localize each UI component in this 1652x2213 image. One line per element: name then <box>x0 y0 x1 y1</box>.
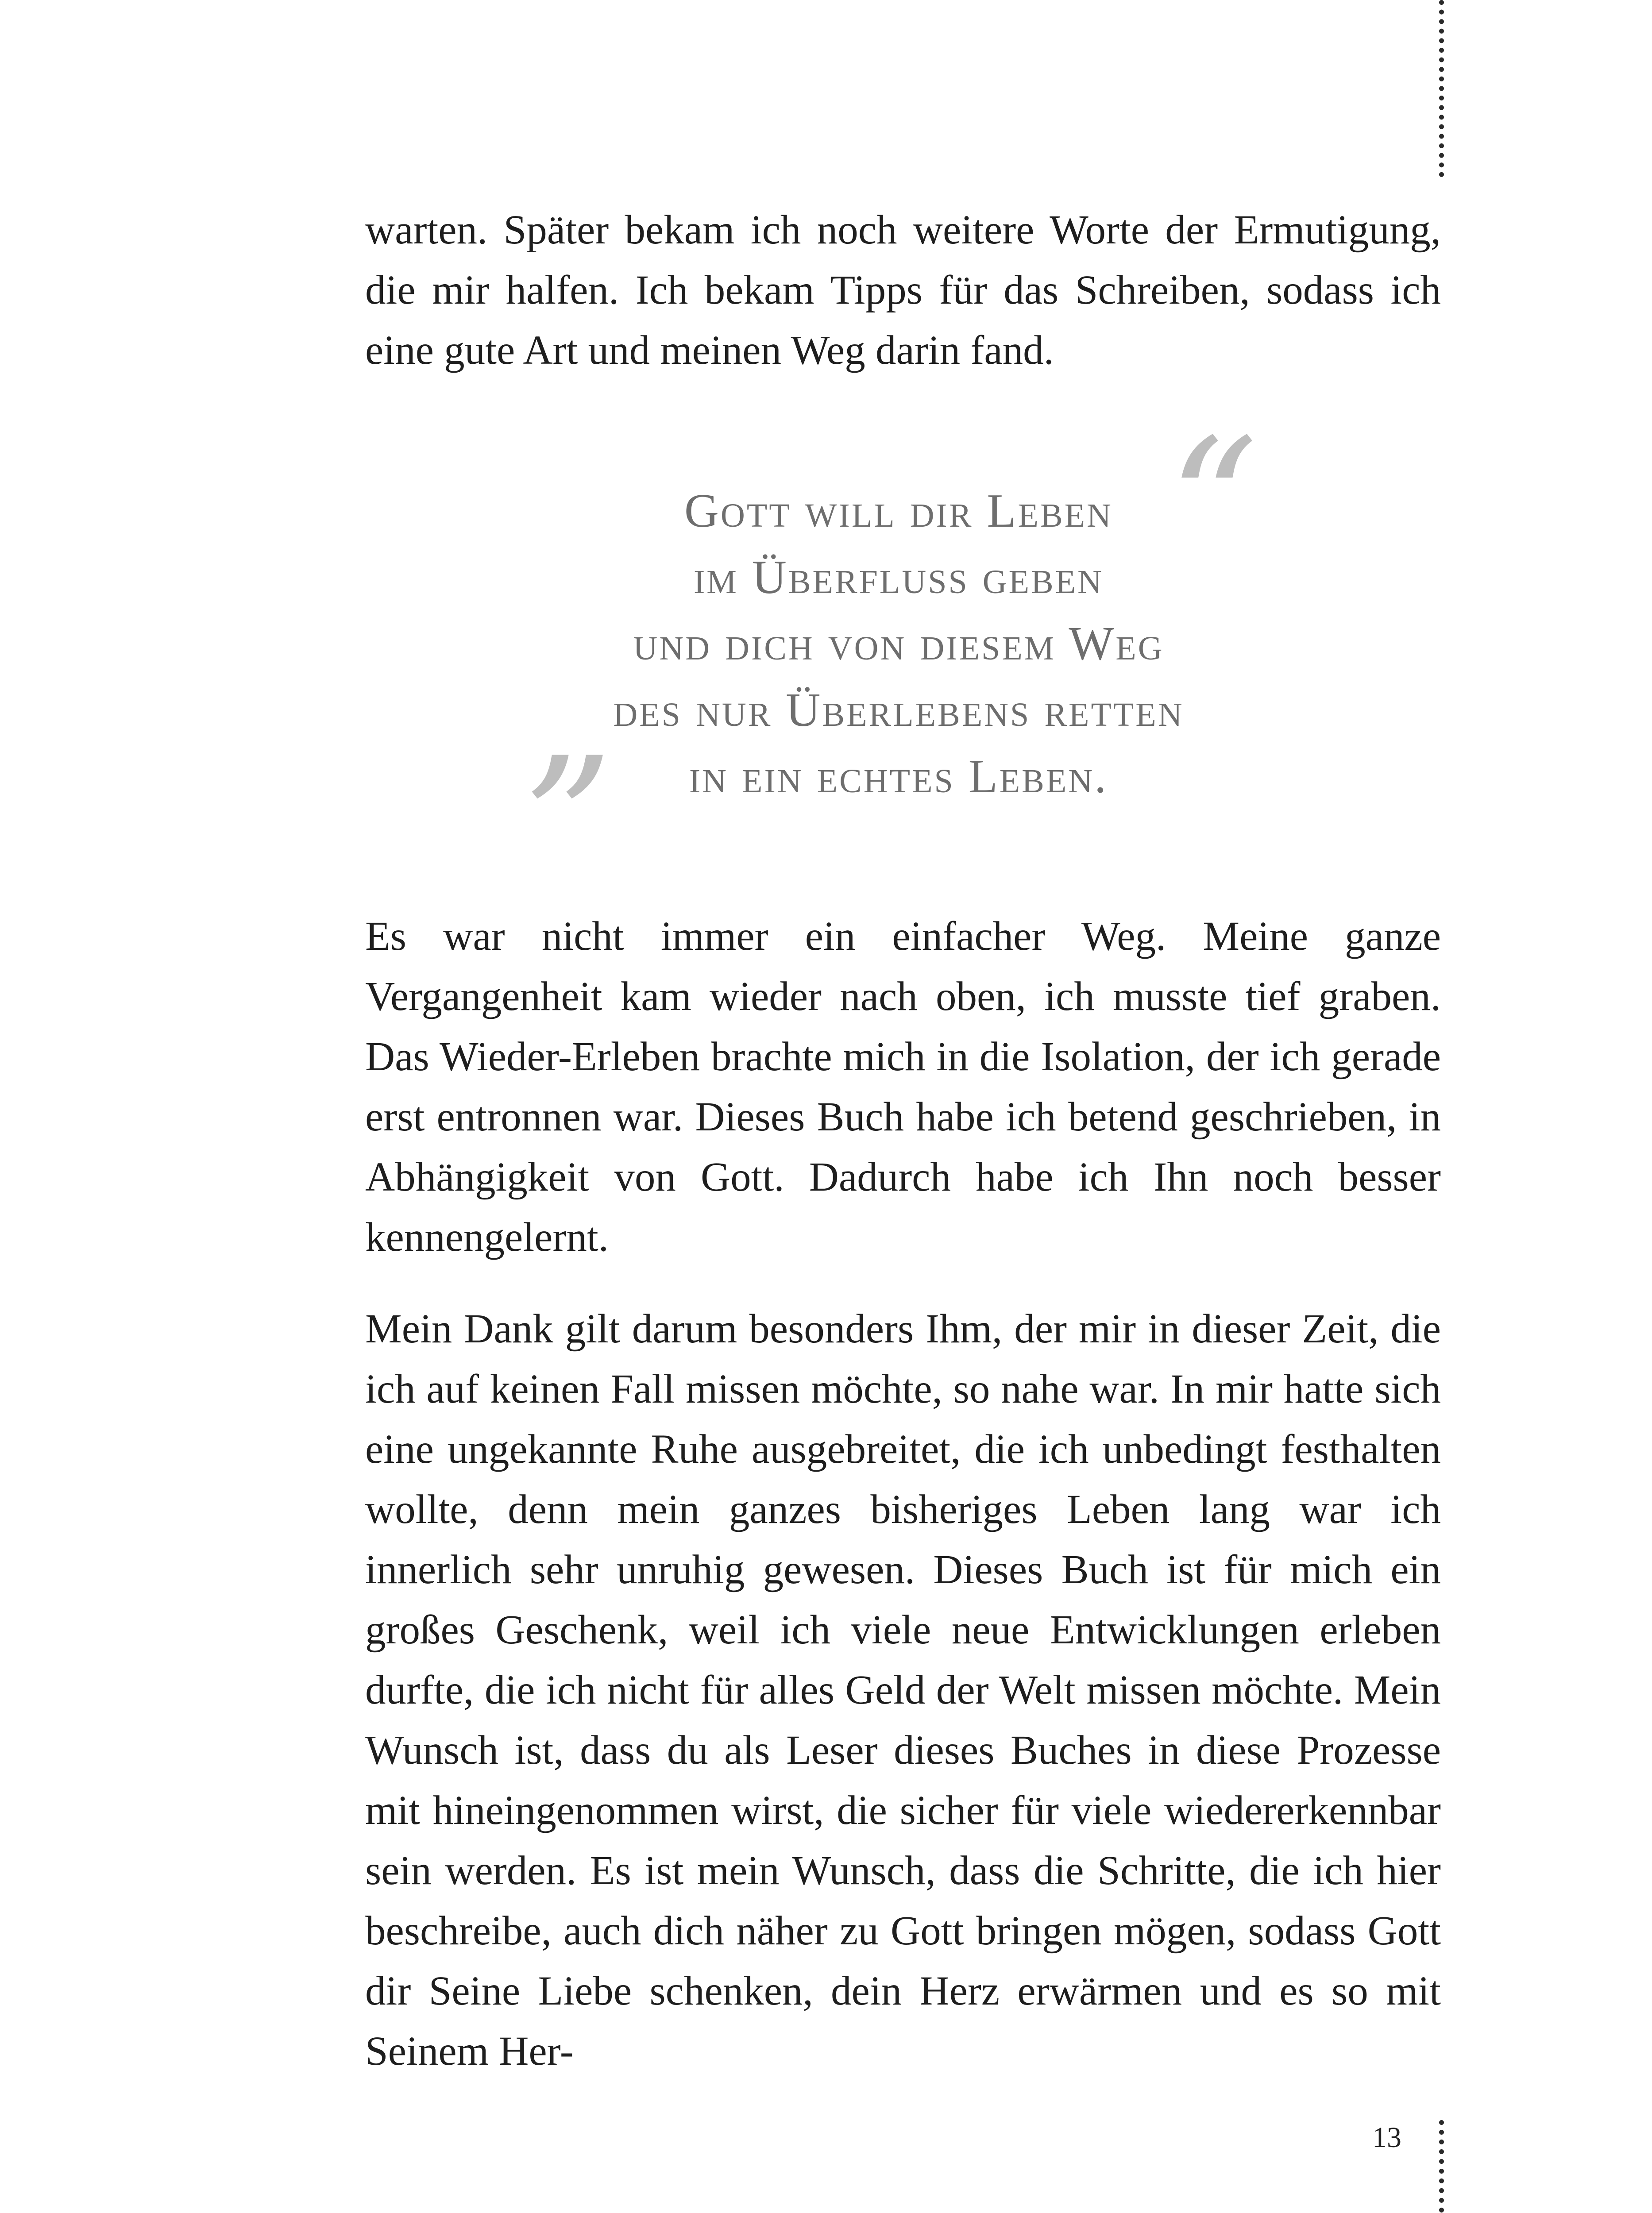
quote-line: Gott will dir Leben <box>684 485 1113 537</box>
quote-line: des nur Überlebens retten <box>613 684 1184 736</box>
paragraph-1: warten. Später bekam ich noch weitere Worte der Ermutigung, die mir halfen. Ich bekam Tipps für das Schreiben, sodass ich eine gute Art und meinen Weg darin fand. <box>365 207 1441 373</box>
close-quote-mark-icon: ” <box>522 735 613 867</box>
pull-quote-text <box>522 478 1275 810</box>
quote-line: in ein echtes Leben. <box>689 750 1108 803</box>
paragraph-3: Mein Dank gilt darum besonders Ihm, der mir in dieser Zeit, die ich auf keinen Fall missen möchte, so nahe war. In mir hatte sich eine ungekannte Ruhe ausgebreitet, die ich unbedingt festhalten wollte, denn mein ganzes bisheriges Leben lang war ich innerlich sehr unruhig gewesen. Dieses Buch ist für mich ein großes Geschenk, weil ich viele neue Entwicklungen erleben durfte, die ich nicht für alles Geld der Welt missen möchte. Mein Wunsch ist, dass du als Leser dieses Buches in diese Prozesse mit hineingenommen wirst, die sicher für viele wiedererkennbar sein werden. Es ist mein Wunsch, dass die Schritte, die ich hier beschreibe, auch dich näher zu Gott bringen mögen, sodass Gott dir Seine Liebe schenken, dein Herz erwärmen und es so mit Seinem Her- <box>365 1306 1441 2074</box>
dotted-rule-bottom <box>1439 2120 1444 2213</box>
paragraph-2: Es war nicht immer ein einfacher Weg. Meine ganze Vergangenheit kam wieder nach oben, ich musste tief graben. Das Wieder-Erleben brachte mich in die Isolation, der ich gerade erst entronnen war. Dieses Buch habe ich betend geschrieben, in Abhängigkeit von Gott. Dadurch habe ich Ihn noch besser kennengelernt. <box>365 914 1441 1260</box>
pull-quote <box>522 401 1275 867</box>
quote-line: im Überfluss geben <box>693 551 1104 604</box>
quote-line: und dich von diesem Weg <box>633 617 1164 670</box>
dotted-rule-top <box>1439 0 1444 177</box>
page-number: 13 <box>1372 2121 1401 2154</box>
open-quote-mark-icon: “ <box>1168 401 1258 607</box>
